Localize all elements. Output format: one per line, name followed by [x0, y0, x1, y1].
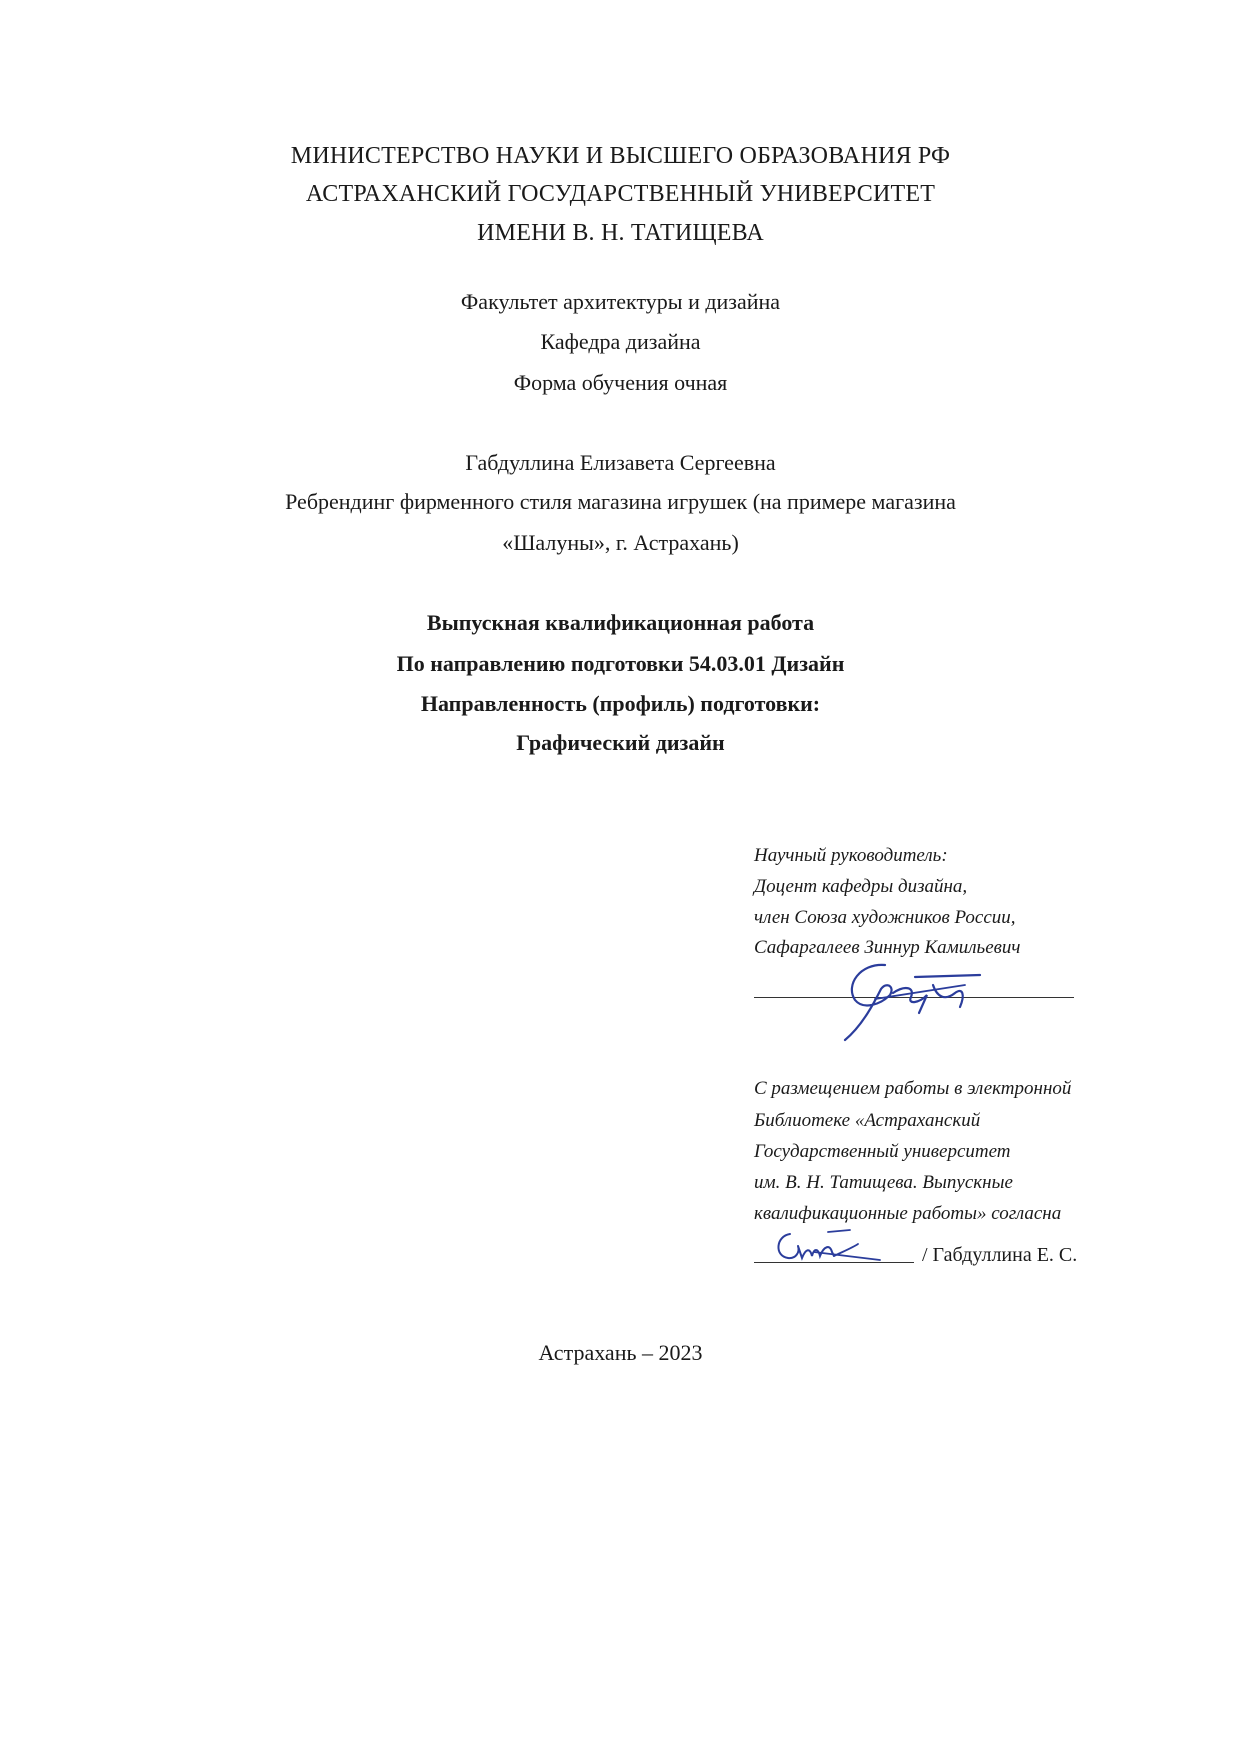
university-name-suffix: ИМЕНИ В. Н. ТАТИЩЕВА [477, 220, 764, 246]
author-name: Габдуллина Елизавета Сергеевна [465, 450, 776, 475]
supervisor-membership: член Союза художников России, [754, 907, 1016, 928]
faculty-name: Факультет архитектуры и дизайна [460, 289, 781, 314]
student-signature-icon [768, 1222, 888, 1272]
work-profile: Графический дизайн [516, 730, 725, 755]
consent-line-5: квалификационные работы» согласна [754, 1203, 1062, 1224]
study-form: Форма обучения очная [513, 370, 728, 395]
work-type: Выпускная квалификационная работа [426, 610, 815, 635]
work-direction: По направлению подготовки 54.03.01 Дизайн [396, 651, 845, 676]
topic-line-2: «Шалуны», г. Астрахань) [502, 530, 739, 555]
supervisor-label: Научный руководитель: [754, 845, 948, 866]
department-name: Кафедра дизайна [540, 329, 701, 354]
consent-line-2: Библиотеке «Астраханский [754, 1110, 981, 1131]
supervisor-signature-icon [815, 955, 985, 1045]
consent-line-4: им. В. Н. Татищева. Выпускные [754, 1172, 1013, 1193]
student-signer-name: / Габдуллина Е. С. [922, 1244, 1078, 1266]
consent-line-1: С размещением работы в электронной [754, 1078, 1072, 1099]
work-profile-label: Направленность (профиль) подготовки: [420, 691, 821, 716]
consent-line-3: Государственный университет [754, 1141, 1011, 1162]
supervisor-position: Доцент кафедры дизайна, [754, 876, 968, 897]
supervisor-name: Сафаргалеев Зиннур Камильевич [754, 937, 1021, 958]
ministry-title: МИНИСТЕРСТВО НАУКИ И ВЫСШЕГО ОБРАЗОВАНИЯ РФ [290, 143, 951, 169]
city-year: Астрахань – 2023 [538, 1340, 703, 1365]
topic-line-1: Ребрендинг фирменного стиля магазина игрушек (на примере магазина [285, 489, 956, 514]
university-title: АСТРАХАНСКИЙ ГОСУДАРСТВЕННЫЙ УНИВЕРСИТЕТ [305, 181, 936, 207]
